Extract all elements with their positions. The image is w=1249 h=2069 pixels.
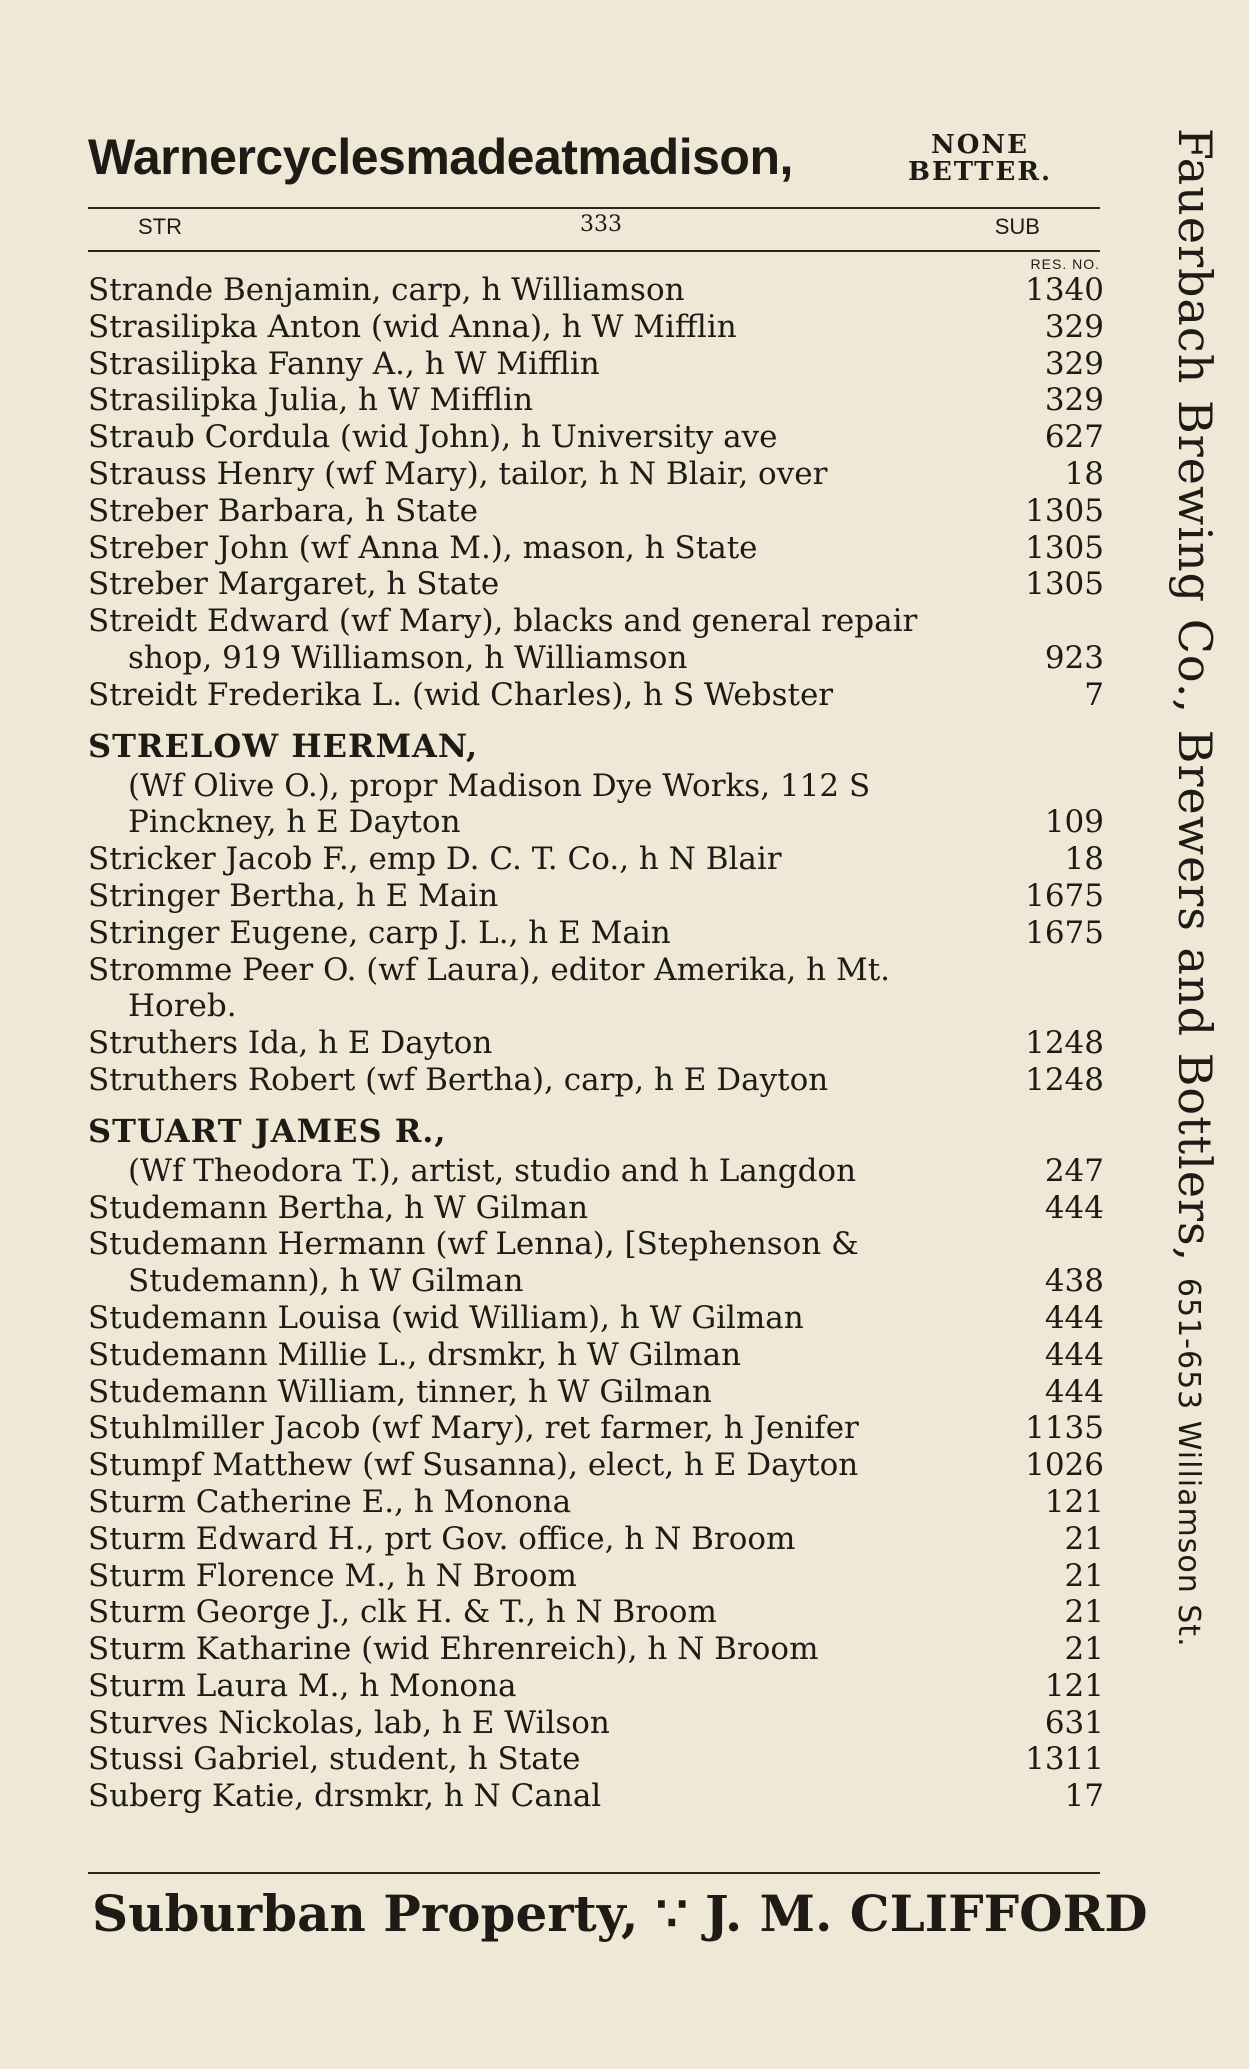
- residence-number: 17: [1064, 1778, 1104, 1815]
- entry-text: Straub Cordula (wid John), h University ave: [88, 419, 778, 456]
- entry-text: Studemann Bertha, h W Gilman: [88, 1189, 589, 1226]
- entry-text: Strauss Henry (wf Mary), tailor, h N Blair, over: [88, 455, 828, 492]
- top-ad-slogan: Warnercyclesmadeatmadison,: [88, 129, 793, 185]
- directory-entry: [88, 804, 1104, 841]
- residence-number: 121: [1044, 1667, 1104, 1704]
- residence-number: 1675: [1025, 877, 1104, 914]
- directory-entry: [88, 1263, 1104, 1300]
- entry-text: Sturm Florence M., h N Broom: [88, 1557, 577, 1594]
- directory-entry: [88, 1025, 1104, 1062]
- residence-number: 329: [1044, 308, 1104, 345]
- directory-entry: [88, 677, 1104, 714]
- directory-entry: [88, 1631, 1104, 1668]
- none-text: NONE: [931, 130, 1029, 160]
- side-advertisement: [1122, 128, 1232, 1978]
- entry-text: Stringer Eugene, carp J. L., h E Main: [88, 914, 671, 951]
- directory-entry: [88, 1062, 1104, 1099]
- directory-entry: [88, 1153, 1104, 1190]
- top-advertisement: [88, 120, 1100, 200]
- directory-entry: [88, 1484, 1104, 1521]
- directory-entry: [88, 309, 1104, 346]
- entry-text: Streidt Edward (wf Mary), blacks and general repair: [88, 603, 918, 640]
- directory-entry: [88, 1705, 1104, 1742]
- guide-word-right: SUB: [994, 214, 1040, 239]
- directory-entry: [88, 456, 1104, 493]
- none-better-stamp: [860, 132, 1100, 187]
- residence-number: 444: [1044, 1373, 1104, 1410]
- entry-text: Studemann Millie L., drsmkr, h W Gilman: [88, 1336, 742, 1373]
- directory-entry: [88, 1410, 1104, 1447]
- entry-text: Stringer Bertha, h E Main: [88, 877, 499, 914]
- footer-rule: [88, 1872, 1100, 1874]
- residence-number: 21: [1064, 1594, 1104, 1631]
- directory-entry: [88, 493, 1104, 530]
- directory-entry: [88, 530, 1104, 567]
- directory-entry: [88, 382, 1104, 419]
- directory-entry: [88, 1741, 1104, 1778]
- entry-text: Strande Benjamin, carp, h Williamson: [88, 272, 685, 308]
- residence-number: 1248: [1025, 1025, 1104, 1062]
- directory-entry: [88, 988, 1104, 1025]
- entry-text: STUART JAMES R.,: [88, 1111, 447, 1150]
- entry-text: Horeb.: [128, 988, 237, 1025]
- entry-text: Strasilipka Fanny A., h W Mifflin: [88, 345, 600, 382]
- directory-entry: [88, 566, 1104, 603]
- entry-text: Suberg Katie, drsmkr, h N Canal: [88, 1778, 602, 1815]
- residence-number: 1248: [1025, 1061, 1104, 1098]
- entry-text: Stussi Gabriel, student, h State: [88, 1741, 581, 1778]
- directory-entry: [88, 1558, 1104, 1595]
- directory-entry: [88, 272, 1104, 309]
- res-no-column-label: RES. NO.: [1030, 256, 1100, 272]
- bottom-advertisement: Suburban Property, ∵ J. M. CLIFFORD: [92, 1884, 1148, 1943]
- entry-text: STRELOW HERMAN,: [88, 726, 479, 765]
- residence-number: 1026: [1025, 1447, 1104, 1484]
- residence-number: 21: [1064, 1520, 1104, 1557]
- residence-number: 1311: [1025, 1741, 1104, 1778]
- residence-number: 627: [1044, 419, 1104, 456]
- entry-text: Stromme Peer O. (wf Laura), editor Amerika, h Mt.: [88, 951, 891, 988]
- directory-entry: [88, 1300, 1104, 1337]
- residence-number: 329: [1044, 382, 1104, 419]
- entry-text: (Wf Theodora T.), artist, studio and h Langdon: [128, 1152, 857, 1189]
- directory-entry: [88, 841, 1104, 878]
- page-number: 333: [580, 212, 622, 237]
- residence-number: 7: [1084, 676, 1104, 713]
- directory-entry: [88, 1226, 1104, 1263]
- entry-text: Sturm George J., clk H. & T., h N Broom: [88, 1594, 717, 1631]
- residence-number: 444: [1044, 1336, 1104, 1373]
- directory-entry: [88, 1778, 1104, 1815]
- residence-number: 21: [1064, 1631, 1104, 1668]
- listing-heading: [88, 724, 1104, 768]
- directory-entry: [88, 419, 1104, 456]
- residence-number: 438: [1044, 1263, 1104, 1300]
- entry-text: Stuhlmiller Jacob (wf Mary), ret farmer, h Jenifer: [88, 1410, 859, 1447]
- residence-number: 1675: [1025, 914, 1104, 951]
- residence-number: 109: [1044, 804, 1104, 841]
- entry-text: Struthers Ida, h E Dayton: [88, 1025, 493, 1062]
- entry-text: Sturm Laura M., h Monona: [88, 1667, 517, 1704]
- residence-number: 631: [1044, 1704, 1104, 1741]
- entry-text: shop, 919 Williamson, h Williamson: [128, 639, 688, 676]
- directory-entry: [88, 1668, 1104, 1705]
- entry-text: Streber Margaret, h State: [88, 566, 500, 603]
- directory-entry: [88, 1447, 1104, 1484]
- entry-text: Pinckney, h E Dayton: [128, 804, 461, 841]
- entry-text: Strasilipka Anton (wid Anna), h W Mifflin: [88, 308, 737, 345]
- side-ad-text: [1168, 128, 1222, 1978]
- directory-entry: [88, 1374, 1104, 1411]
- running-header: [88, 212, 1100, 246]
- residence-number: 444: [1044, 1299, 1104, 1336]
- directory-entry: [88, 878, 1104, 915]
- entry-text: Stricker Jacob F., emp D. C. T. Co., h N Blair: [88, 841, 782, 878]
- side-ad-main: Fauerbach Brewing Co., Brewers and Bottlers,: [1168, 128, 1222, 1263]
- entry-text: Streber Barbara, h State: [88, 492, 478, 529]
- entry-text: Studemann Hermann (wf Lenna), [Stephenson &: [88, 1226, 859, 1263]
- residence-number: 21: [1064, 1557, 1104, 1594]
- guide-word-left: STR: [138, 214, 182, 239]
- entry-text: Sturm Katharine (wid Ehrenreich), h N Broom: [88, 1631, 819, 1668]
- directory-entry: [88, 768, 1104, 805]
- directory-listing: [88, 272, 1104, 1815]
- header-rule-top: [88, 207, 1100, 209]
- directory-entry: [88, 346, 1104, 383]
- residence-number: 329: [1044, 345, 1104, 382]
- residence-number: 247: [1044, 1152, 1104, 1189]
- entry-text: Struthers Robert (wf Bertha), carp, h E Dayton: [88, 1061, 829, 1098]
- directory-entry: [88, 1337, 1104, 1374]
- entry-text: Sturm Catherine E., h Monona: [88, 1483, 572, 1520]
- residence-number: 18: [1064, 841, 1104, 878]
- entry-text: Sturm Edward H., prt Gov. office, h N Broom: [88, 1520, 796, 1557]
- residence-number: 1305: [1025, 529, 1104, 566]
- residence-number: 1305: [1025, 566, 1104, 603]
- directory-entry: [88, 952, 1104, 989]
- side-ad-address: 651-653 Williamson St.: [1171, 1277, 1206, 1648]
- residence-number: 18: [1064, 455, 1104, 492]
- entry-text: Streidt Frederika L. (wid Charles), h S Webster: [88, 676, 834, 713]
- entry-text: (Wf Olive O.), propr Madison Dye Works, 112 S: [128, 767, 871, 804]
- directory-entry: [88, 915, 1104, 952]
- residence-number: 923: [1044, 639, 1104, 676]
- directory-entry: [88, 640, 1104, 677]
- entry-text: Studemann), h W Gilman: [128, 1263, 524, 1300]
- directory-entry: [88, 1521, 1104, 1558]
- entry-text: Studemann William, tinner, h W Gilman: [88, 1373, 712, 1410]
- residence-number: 1305: [1025, 492, 1104, 529]
- directory-entry: [88, 1594, 1104, 1631]
- residence-number: 1135: [1025, 1410, 1104, 1447]
- entry-text: Streber John (wf Anna M.), mason, h State: [88, 529, 758, 566]
- residence-number: 1340: [1025, 272, 1104, 308]
- directory-entry: [88, 603, 1104, 640]
- residence-number: 444: [1044, 1189, 1104, 1226]
- directory-entry: [88, 1190, 1104, 1227]
- entry-text: Stumpf Matthew (wf Susanna), elect, h E Dayton: [88, 1447, 859, 1484]
- better-text: BETTER.: [907, 157, 1053, 188]
- residence-number: 121: [1044, 1483, 1104, 1520]
- listing-heading: [88, 1109, 1104, 1153]
- entry-text: Studemann Louisa (wid William), h W Gilman: [88, 1299, 804, 1336]
- entry-text: Strasilipka Julia, h W Mifflin: [88, 382, 534, 419]
- entry-text: Sturves Nickolas, lab, h E Wilson: [88, 1704, 610, 1741]
- header-rule-bottom: [88, 250, 1100, 252]
